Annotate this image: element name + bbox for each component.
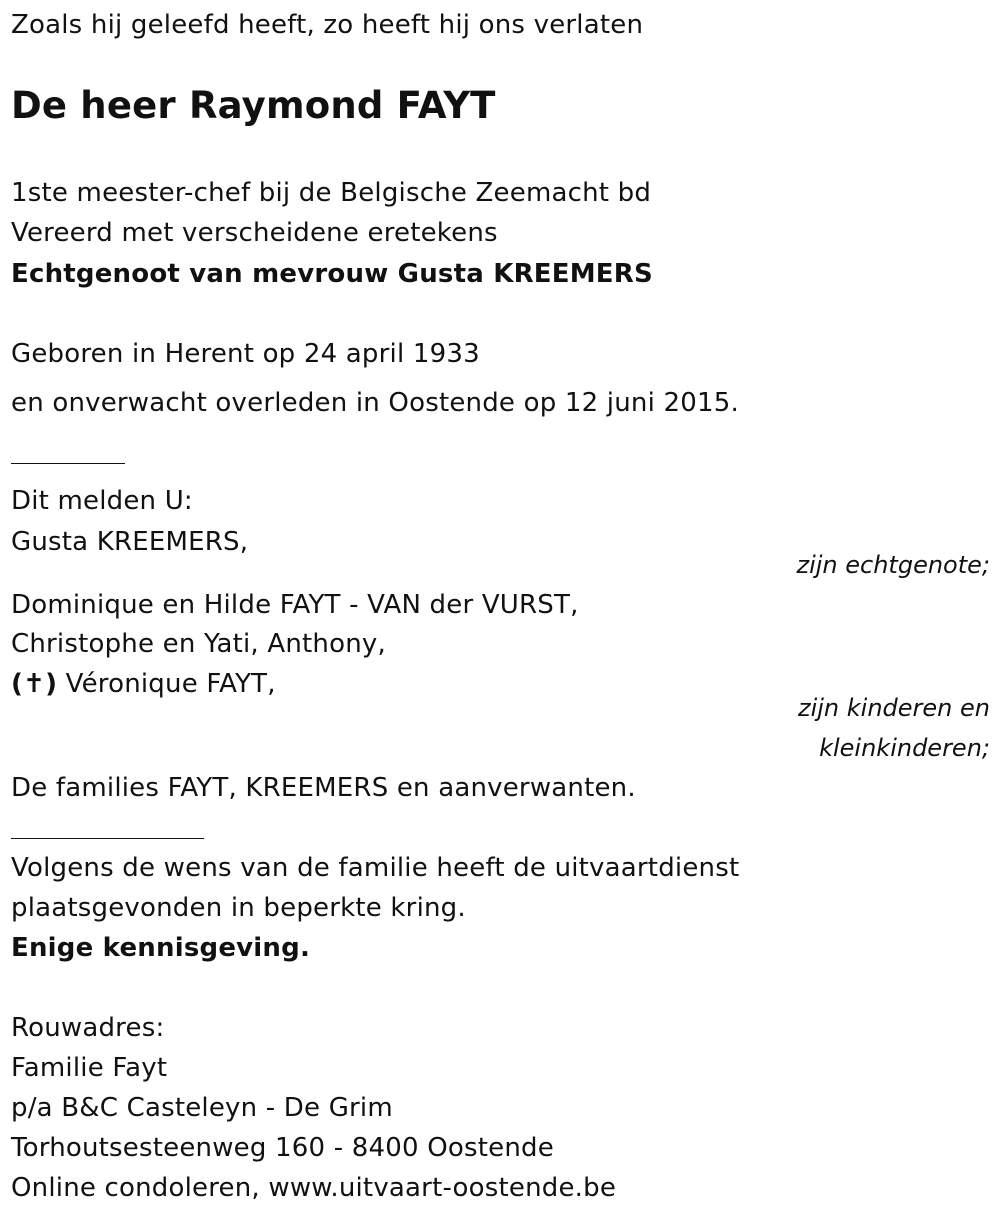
address-family: Familie Fayt: [11, 1053, 168, 1083]
death-line: en onverwacht overleden in Oostende op 12 juni 2015.: [11, 388, 739, 418]
divider-short: [11, 463, 125, 464]
service-line-2: plaatsgevonden in beperkte kring.: [11, 893, 466, 923]
service-line-1: Volgens de wens van de familie heeft de uitvaartdienst: [11, 853, 740, 883]
notice-line: Enige kennisgeving.: [11, 933, 311, 963]
motto: Zoals hij geleefd heeft, zo heeft hij ons verlaten: [11, 10, 644, 40]
birth-line: Geboren in Herent op 24 april 1933: [11, 339, 480, 369]
deceased-child-line: [11, 668, 276, 700]
divider-long: [11, 838, 204, 839]
child-line-1: Dominique en Hilde FAYT - VAN der VURST,: [11, 590, 579, 620]
spouse-role: zijn echtgenote;: [796, 551, 990, 579]
title-line-1: 1ste meester-chef bij de Belgische Zeemacht bd: [11, 178, 652, 208]
spouse-name: Gusta KREEMERS,: [11, 527, 249, 557]
families-line: De families FAYT, KREEMERS en aanverwanten.: [11, 773, 636, 803]
title-line-2: Vereerd met verscheidene eretekens: [11, 218, 498, 248]
address-heading: Rouwadres:: [11, 1013, 165, 1043]
cross-icon: (✝): [11, 669, 58, 699]
address-care-of: p/a B&C Casteleyn - De Grim: [11, 1093, 393, 1123]
announce-intro: Dit melden U:: [11, 486, 193, 516]
deceased-child-name: Véronique FAYT,: [57, 669, 276, 699]
spouse-line: Echtgenoot van mevrouw Gusta KREEMERS: [11, 259, 653, 289]
deceased-name: De heer Raymond FAYT: [11, 84, 496, 127]
children-role-line-1: zijn kinderen en: [798, 694, 990, 722]
address-street: Torhoutsesteenweg 160 - 8400 Oostende: [11, 1133, 554, 1163]
child-line-2: Christophe en Yati, Anthony,: [11, 629, 386, 659]
children-role-line-2: kleinkinderen;: [819, 734, 990, 762]
condolence-link[interactable]: Online condoleren, www.uitvaart-oostende.be: [11, 1173, 617, 1203]
